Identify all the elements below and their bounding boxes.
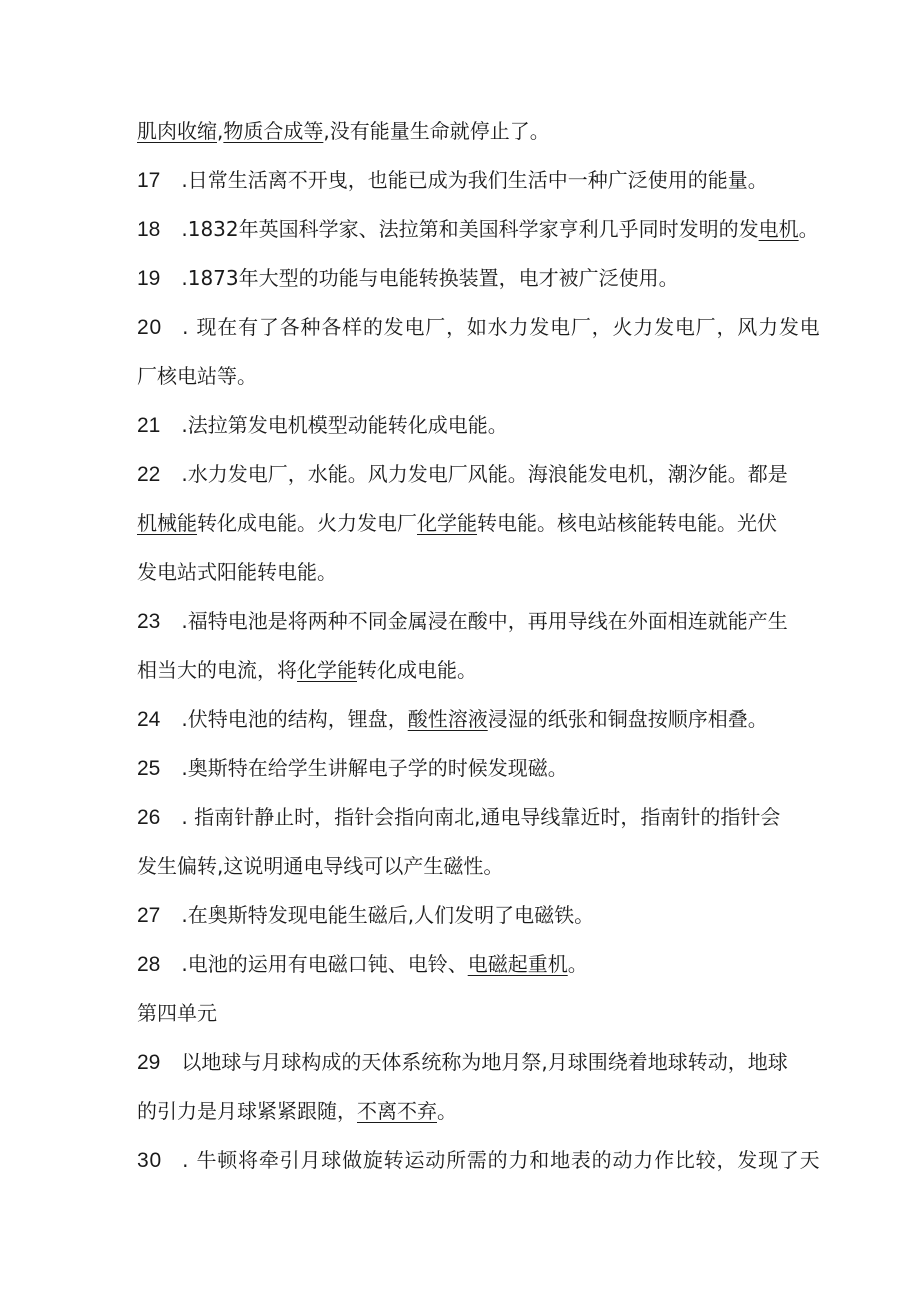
text-segment: 。 <box>567 952 588 976</box>
text-line <box>137 260 787 309</box>
document-body <box>137 113 821 1191</box>
underlined-term: 肌肉收缩 <box>137 119 217 143</box>
underlined-term: 电机 <box>758 217 799 241</box>
text-segment: 厂核电站等。 <box>137 364 257 388</box>
text-line <box>137 995 787 1044</box>
text-segment: 。 <box>437 1099 457 1123</box>
text-segment: 发生偏转,这说明通电导线可以产生磁性。 <box>137 854 504 878</box>
text-line <box>137 505 787 554</box>
item-number: 27 <box>137 904 161 927</box>
item-number: 24 <box>137 708 161 731</box>
text-segment: .奥斯特在给学生讲解电子学的时候发现磁。 <box>175 756 568 780</box>
text-segment: 转电能。核电站核能转电能。光伏 <box>477 511 777 535</box>
text-line <box>137 407 787 456</box>
item-number: 30 <box>137 1149 162 1172</box>
text-line <box>137 1142 821 1191</box>
text-line <box>137 113 787 162</box>
underlined-term: 电磁起重机 <box>467 952 568 976</box>
item-number: 20 <box>137 316 162 339</box>
item-number: 21 <box>137 414 161 437</box>
text-line <box>137 1044 787 1093</box>
text-segment: 转化成电能。 <box>357 658 477 682</box>
item-number: 26 <box>137 806 161 829</box>
text-line <box>137 946 787 995</box>
underlined-term: 机械能 <box>137 511 197 535</box>
text-segment: .日常生活离不开曳，也能已成为我们生活中一种广泛使用的能量。 <box>175 168 768 192</box>
text-segment: 转化成电能。火力发电厂 <box>197 511 417 535</box>
text-segment: 发电站式阳能转电能。 <box>137 560 337 584</box>
text-segment: 第四单元 <box>137 1001 217 1025</box>
text-segment: 以地球与月球构成的天体系统称为地月祭,月球围绕着地球转动，地球 <box>175 1050 788 1074</box>
text-segment: .在奥斯特发现电能生磁后,人们发明了电磁铁。 <box>175 903 595 927</box>
text-segment: .伏特电池的结构，锂盘， <box>175 707 408 731</box>
item-number: 19 <box>137 267 161 290</box>
text-segment: . 指南针静止时，指针会指向南北,通电导线靠近时，指南针的指针会 <box>175 805 781 829</box>
text-line <box>137 897 787 946</box>
item-number: 23 <box>137 610 161 633</box>
text-line <box>137 848 787 897</box>
item-number: 28 <box>137 953 161 976</box>
text-segment: 。 <box>798 217 819 241</box>
text-segment: .水力发电厂，水能。风力发电厂风能。海浪能发电机，潮汐能。都是 <box>175 462 788 486</box>
text-line <box>137 358 787 407</box>
text-line <box>137 1093 787 1142</box>
text-segment: .法拉第发电机模型动能转化成电能。 <box>175 413 508 437</box>
text-line <box>137 456 787 505</box>
text-segment: 相当大的电流，将 <box>137 658 297 682</box>
underlined-term: 酸性溶液 <box>407 707 488 731</box>
underlined-term: 化学能 <box>297 658 357 682</box>
underlined-term: 化学能 <box>417 511 477 535</box>
item-number: 17 <box>137 169 161 192</box>
underlined-term: 物质合成等 <box>223 119 324 143</box>
text-line <box>137 701 787 750</box>
text-segment: 浸湿的纸张和铜盘按顺序相叠。 <box>487 707 768 731</box>
text-segment: .福特电池是将两种不同金属浸在酸中，再用导线在外面相连就能产生 <box>175 609 788 633</box>
text-segment: , <box>217 119 224 143</box>
text-segment: .电池的运用有电磁口钝、电铃、 <box>175 952 468 976</box>
item-number: 25 <box>137 757 161 780</box>
text-line <box>137 211 819 260</box>
underlined-term: 不离不弃 <box>357 1099 437 1123</box>
text-line <box>137 162 787 211</box>
text-line <box>137 309 821 358</box>
text-segment: .1832年英国科学家、法拉第和美国科学家亨利几乎同时发明的发 <box>175 217 759 241</box>
text-segment: ,没有能量生命就停止了。 <box>323 119 550 143</box>
item-number: 18 <box>137 218 161 241</box>
text-segment: .1873年大型的功能与电能转换装置，电才被广泛使用。 <box>175 266 679 290</box>
text-segment: 的引力是月球紧紧跟随， <box>137 1099 357 1123</box>
text-line <box>137 554 787 603</box>
item-number: 29 <box>137 1051 161 1074</box>
item-number: 22 <box>137 463 161 486</box>
text-segment: . 牛顿将牵引月球做旋转运动所需的力和地表的动力作比较，发现了天 <box>175 1148 821 1172</box>
text-line <box>137 750 787 799</box>
text-line <box>137 652 787 701</box>
text-line <box>137 603 787 652</box>
text-segment: . 现在有了各种各样的发电厂，如水力发电厂，火力发电厂，风力发电 <box>175 315 821 339</box>
text-line <box>137 799 787 848</box>
